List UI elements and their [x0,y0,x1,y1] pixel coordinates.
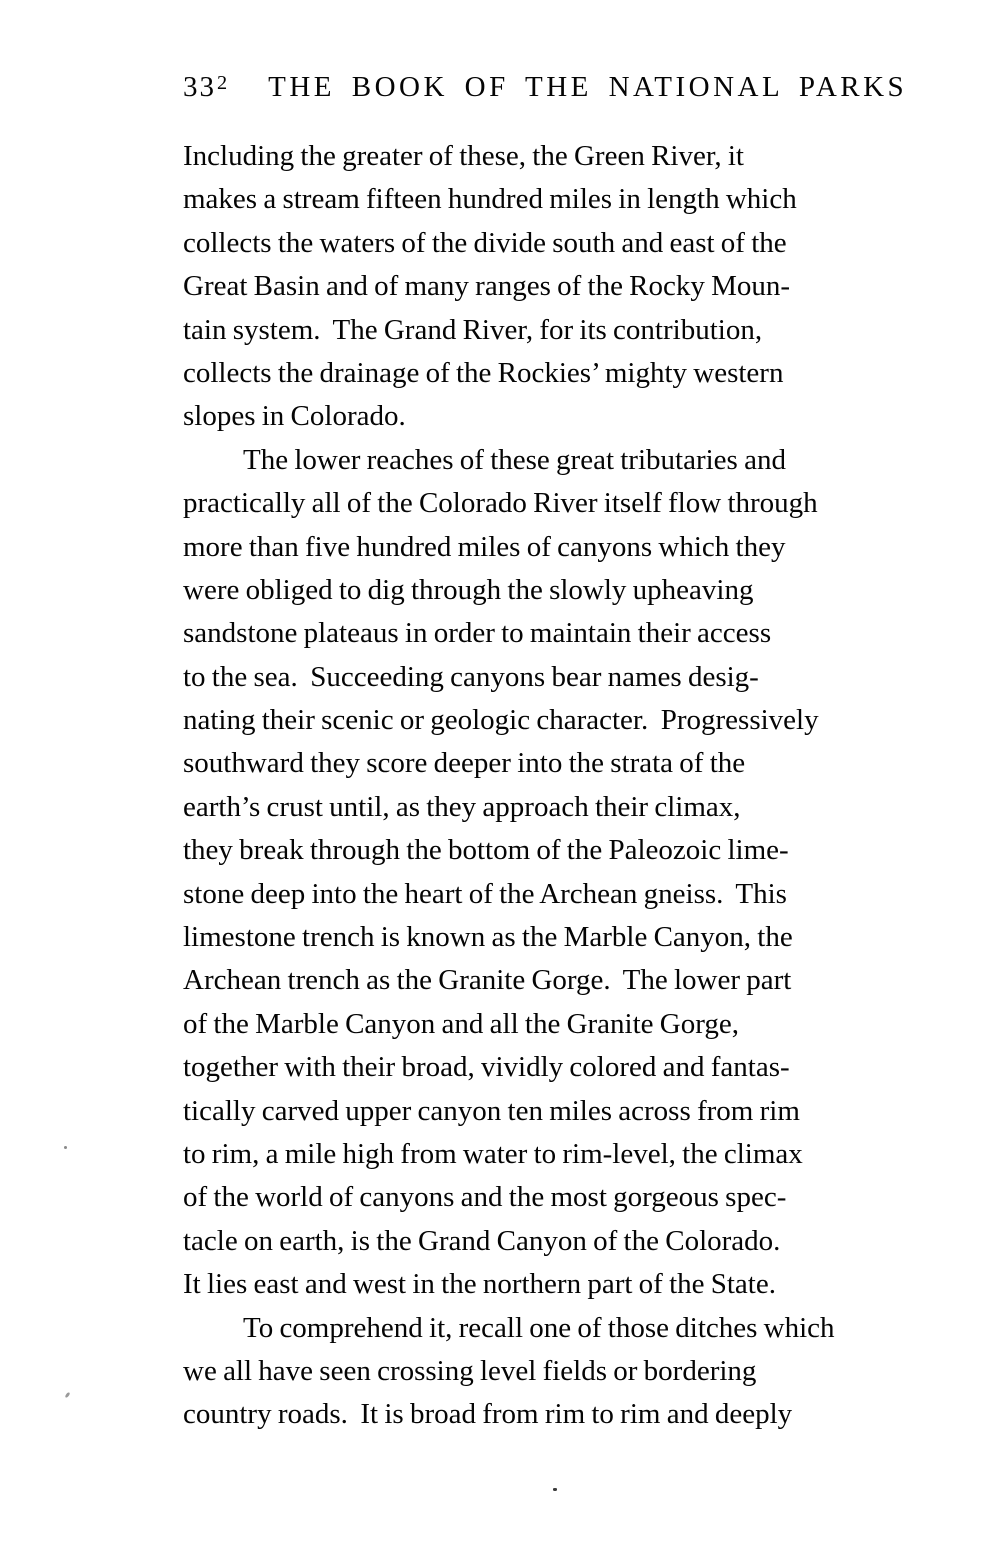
page-number-superscript-digit: 2 [217,72,230,94]
text-line: were obliged to dig through the slowly upheaving [183,573,754,606]
text-line: earth’s crust until, as they approach their climax, [183,790,741,823]
text-line: It lies east and west in the northern part of the State. [183,1268,776,1301]
scan-speck [64,1146,67,1149]
text-line: to rim, a mile high from water to rim-level, the climax [183,1137,803,1170]
text-line: more than five hundred miles of canyons which they [183,530,786,563]
text-line: tacle on earth, is the Grand Canyon of the Colorado. [183,1224,781,1257]
text-line: of the world of canyons and the most gorgeous spec- [183,1181,787,1214]
text-line: collects the waters of the divide south and east of the [183,226,787,259]
text-line: practically all of the Colorado River itself flow through [183,487,818,520]
text-line: Including the greater of these, the Green River, it [183,140,744,172]
text-line: we all have seen crossing level fields or bordering [183,1354,757,1387]
text-line: stone deep into the heart of the Archean gneiss. This [183,877,787,910]
text-line: nating their scenic or geologic character. Progressively [183,704,819,737]
text-line: To comprehend it, recall one of those ditches which [243,1311,835,1344]
page-body-text [183,135,945,1437]
text-line: country roads. It is broad from rim to rim and deeply [183,1398,793,1431]
page-number [183,66,228,112]
text-line: southward they score deeper into the strata of the [183,747,746,780]
text-line: tically carved upper canyon ten miles across from rim [183,1094,800,1127]
text-line: collects the drainage of the Rockies’ mighty western [183,356,784,389]
scan-speck [553,1488,557,1491]
text-line: slopes in Colorado. [183,400,406,433]
running-head-title: THE BOOK OF THE NATIONAL PARKS [268,71,908,103]
text-line: The lower reaches of these great tributaries and [243,443,786,476]
text-line: of the Marble Canyon and all the Granite Gorge, [183,1007,739,1040]
text-line: tain system. The Grand River, for its contribution, [183,313,763,346]
text-line: together with their broad, vividly colored and fantas- [183,1051,790,1084]
text-line: to the sea. Succeeding canyons bear names desig- [183,660,759,693]
text-line: limestone trench is known as the Marble Canyon, the [183,921,793,954]
scan-speck [64,1392,70,1399]
text-line: they break through the bottom of the Paleozoic lime- [183,834,789,867]
page-header [183,66,945,112]
text-line: Great Basin and of many ranges of the Rocky Moun- [183,270,791,303]
text-line: sandstone plateaus in order to maintain their access [183,617,772,650]
page-number-main: 33 [183,71,216,103]
text-line: Archean trench as the Granite Gorge. The lower part [183,964,792,997]
text-line: makes a stream fifteen hundred miles in length which [183,183,797,216]
